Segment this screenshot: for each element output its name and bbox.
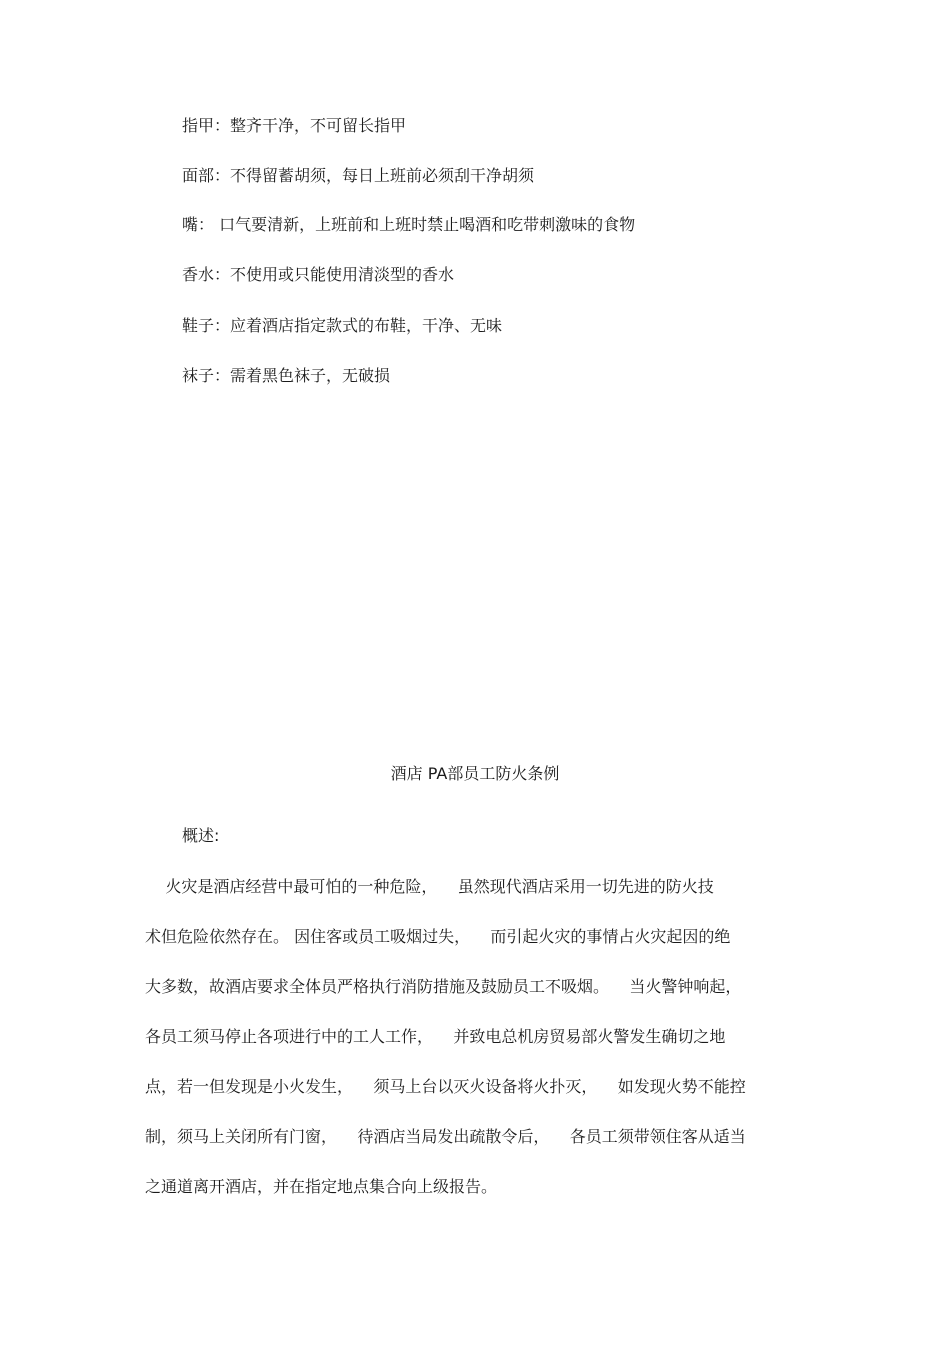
grooming-item-perfume: 香水：不使用或只能使用清淡型的香水 bbox=[182, 265, 455, 284]
section-title: 酒店 PA部员工防火条例 bbox=[390, 764, 560, 783]
grooming-item-socks: 袜子：需着黑色袜子，无破损 bbox=[182, 366, 391, 385]
paragraph-line: 之通道离开酒店，并在指定地点集合向上级报告。 bbox=[145, 1177, 498, 1196]
paragraph-line: 术但危险依然存在。 因住客或员工吸烟过失， 而引起火灾的事情占火灾起因的绝 bbox=[145, 927, 731, 946]
paragraph-line: 点，若一但发现是小火发生， 须马上台以灭火设备将火扑灭， 如发现火势不能控 bbox=[145, 1077, 746, 1096]
paragraph-line: 各员工须马停止各项进行中的工人工作， 并致电总机房贸易部火警发生确切之地 bbox=[145, 1027, 726, 1046]
grooming-item-mouth: 嘴： 口气要清新，上班前和上班时禁止喝酒和吃带刺激味的食物 bbox=[182, 215, 636, 234]
grooming-item-nails: 指甲：整齐干净，不可留长指甲 bbox=[182, 116, 407, 135]
paragraph-line: 火灾是酒店经营中最可怕的一种危险， 虽然现代酒店采用一切先进的防火技 bbox=[145, 877, 714, 896]
section-heading: 概述: bbox=[182, 826, 220, 845]
paragraph-line: 制，须马上关闭所有门窗， 待酒店当局发出疏散令后， 各员工须带领住客从适当 bbox=[145, 1127, 746, 1146]
grooming-item-shoes: 鞋子：应着酒店指定款式的布鞋，干净、无味 bbox=[182, 316, 503, 335]
paragraph-line: 大多数，故酒店要求全体员严格执行消防措施及鼓励员工不吸烟。 当火警钟响起， bbox=[145, 977, 742, 996]
grooming-item-face: 面部：不得留蓄胡须，每日上班前必须刮干净胡须 bbox=[182, 166, 535, 185]
